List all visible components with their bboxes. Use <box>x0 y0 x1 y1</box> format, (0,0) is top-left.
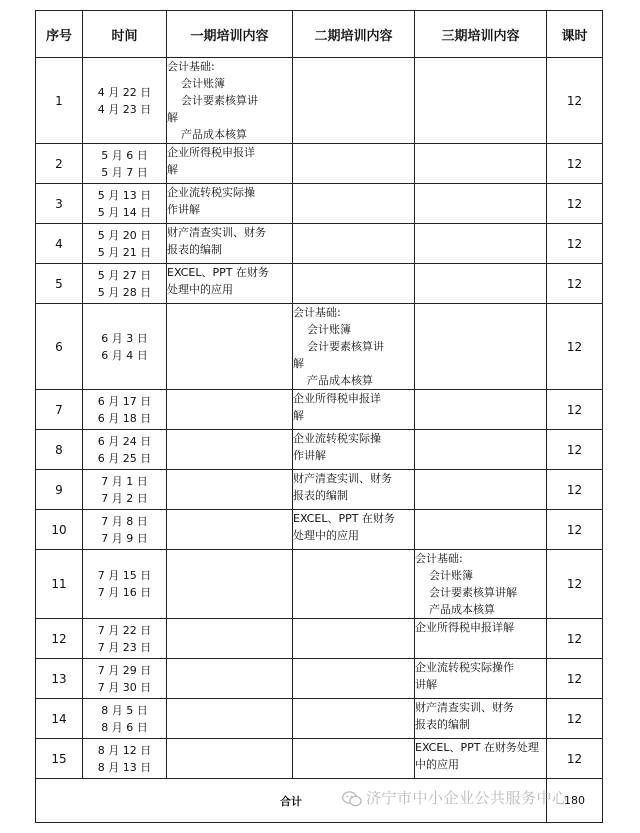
header-hours: 课时 <box>547 11 603 58</box>
phase1-content-cell <box>167 224 293 264</box>
date-line: 6 月 24 日 <box>97 434 152 448</box>
row-index: 14 <box>36 699 83 739</box>
table-row <box>36 430 603 470</box>
content-line: 财产清查实训、财务 <box>293 472 392 485</box>
phase2-content-cell <box>293 699 415 739</box>
content-line: 会计基础: <box>167 60 215 73</box>
content-line: 财产清查实训、财务 <box>167 226 266 239</box>
date-line: 8 月 5 日 <box>101 703 148 717</box>
row-dates <box>83 550 167 619</box>
phase1-content-cell <box>167 739 293 779</box>
row-hours: 12 <box>547 699 603 739</box>
row-dates <box>83 58 167 144</box>
row-index: 9 <box>36 470 83 510</box>
table-row <box>36 699 603 739</box>
date-line: 7 月 22 日 <box>97 623 152 637</box>
phase3-content-cell <box>415 264 547 304</box>
content-line: 会计账簿 <box>307 323 351 336</box>
content-line: EXCEL、PPT 在财务处理 <box>415 741 539 754</box>
phase3-content-cell <box>415 390 547 430</box>
training-schedule-table <box>35 10 603 823</box>
date-line: 7 月 23 日 <box>97 640 152 654</box>
row-hours: 12 <box>547 390 603 430</box>
wechat-icon <box>342 791 362 807</box>
row-dates <box>83 470 167 510</box>
date-line: 6 月 18 日 <box>97 411 152 425</box>
row-hours: 12 <box>547 184 603 224</box>
row-index: 2 <box>36 144 83 184</box>
table-row <box>36 739 603 779</box>
row-hours: 12 <box>547 304 603 390</box>
content-line: 企业流转税实际操 <box>167 186 255 199</box>
content-line: 中的应用 <box>415 758 459 771</box>
row-dates <box>83 184 167 224</box>
row-index: 4 <box>36 224 83 264</box>
row-hours: 12 <box>547 430 603 470</box>
phase1-content-cell <box>167 510 293 550</box>
phase3-content-cell <box>415 430 547 470</box>
row-hours: 12 <box>547 550 603 619</box>
row-dates <box>83 659 167 699</box>
row-hours: 12 <box>547 144 603 184</box>
content-line: 报表的编制 <box>167 243 222 256</box>
row-index: 1 <box>36 58 83 144</box>
phase1-content-cell <box>167 264 293 304</box>
content-line: 企业流转税实际操 <box>293 432 381 445</box>
date-line: 7 月 16 日 <box>97 586 152 599</box>
phase1-content-cell <box>167 390 293 430</box>
date-line: 7 月 30 日 <box>97 680 152 694</box>
content-line: EXCEL、PPT 在财务 <box>167 266 269 279</box>
content-line: 报表的编制 <box>293 489 348 502</box>
date-line: 8 月 6 日 <box>101 720 148 734</box>
content-line: 企业流转税实际操作 <box>415 661 514 674</box>
phase3-content-cell <box>415 659 547 699</box>
total-hours: 180 <box>547 779 603 823</box>
table-row <box>36 659 603 699</box>
row-dates <box>83 264 167 304</box>
phase2-content-cell <box>293 739 415 779</box>
content-line: 会计基础: <box>293 306 341 319</box>
row-hours: 12 <box>547 619 603 659</box>
date-line: 5 月 28 日 <box>97 285 152 299</box>
date-line: 5 月 13 日 <box>97 188 152 202</box>
header-row <box>36 11 603 58</box>
content-line: 会计要素核算讲 <box>307 340 384 353</box>
header-phase3: 三期培训内容 <box>415 11 547 58</box>
date-line: 7 月 8 日 <box>101 514 148 528</box>
phase1-content-cell <box>167 550 293 619</box>
row-index: 7 <box>36 390 83 430</box>
phase3-content-cell <box>415 144 547 184</box>
date-line: 4 月 23 日 <box>97 102 152 116</box>
header-index: 序号 <box>36 11 83 58</box>
content-line: 产品成本核算 <box>429 603 495 616</box>
phase3-content-cell <box>415 550 547 619</box>
row-dates <box>83 304 167 390</box>
date-line: 5 月 21 日 <box>97 245 152 259</box>
phase3-content-cell <box>415 184 547 224</box>
phase3-content-cell <box>415 470 547 510</box>
row-index: 6 <box>36 304 83 390</box>
content-line: 企业所得税申报详 <box>167 146 255 159</box>
phase2-content-cell <box>293 550 415 619</box>
phase3-content-cell <box>415 510 547 550</box>
phase2-content-cell <box>293 470 415 510</box>
header-phase1: 一期培训内容 <box>167 11 293 58</box>
table-row <box>36 224 603 264</box>
table-row <box>36 304 603 390</box>
date-line: 7 月 29 日 <box>97 663 152 677</box>
row-index: 11 <box>36 550 83 619</box>
content-line: 企业所得税申报详解 <box>415 621 514 634</box>
date-line: 7 月 15 日 <box>97 569 152 582</box>
phase1-content-cell <box>167 699 293 739</box>
date-line: 7 月 1 日 <box>101 474 148 488</box>
phase1-content-cell <box>167 619 293 659</box>
phase2-content-cell <box>293 510 415 550</box>
content-line: 解 <box>167 111 178 124</box>
content-line: 作讲解 <box>167 203 200 216</box>
content-line: 处理中的应用 <box>293 529 359 542</box>
date-line: 7 月 9 日 <box>101 531 148 545</box>
phase2-content-cell <box>293 58 415 144</box>
phase1-content-cell <box>167 470 293 510</box>
content-line: 产品成本核算 <box>181 128 247 141</box>
row-dates <box>83 699 167 739</box>
phase2-content-cell <box>293 430 415 470</box>
row-hours: 12 <box>547 659 603 699</box>
table-row <box>36 619 603 659</box>
content-line: 解 <box>167 163 178 176</box>
phase3-content-cell <box>415 699 547 739</box>
content-line: 会计基础: <box>415 552 463 565</box>
row-hours: 12 <box>547 264 603 304</box>
row-hours: 12 <box>547 224 603 264</box>
row-index: 5 <box>36 264 83 304</box>
date-line: 5 月 20 日 <box>97 228 152 242</box>
row-dates <box>83 619 167 659</box>
watermark <box>342 787 568 808</box>
content-line: 报表的编制 <box>415 718 470 731</box>
row-index: 15 <box>36 739 83 779</box>
content-line: 会计账簿 <box>181 77 225 90</box>
date-line: 5 月 6 日 <box>101 148 148 162</box>
phase3-content-cell <box>415 58 547 144</box>
phase2-content-cell <box>293 659 415 699</box>
table-row <box>36 184 603 224</box>
table-row <box>36 144 603 184</box>
row-hours: 12 <box>547 510 603 550</box>
table-body <box>36 58 603 779</box>
row-dates <box>83 390 167 430</box>
phase2-content-cell <box>293 224 415 264</box>
row-index: 10 <box>36 510 83 550</box>
row-index: 8 <box>36 430 83 470</box>
date-line: 4 月 22 日 <box>97 85 152 99</box>
phase3-content-cell <box>415 619 547 659</box>
table-row <box>36 550 603 619</box>
phase1-content-cell <box>167 184 293 224</box>
row-hours: 12 <box>547 470 603 510</box>
table-row <box>36 470 603 510</box>
content-line: 处理中的应用 <box>167 283 233 296</box>
row-hours: 12 <box>547 739 603 779</box>
content-line: 财产清查实训、财务 <box>415 701 514 714</box>
date-line: 5 月 7 日 <box>101 165 148 179</box>
content-line: 解 <box>293 409 304 422</box>
content-line: 作讲解 <box>293 449 326 462</box>
content-line: 会计账簿 <box>429 569 473 582</box>
phase3-content-cell <box>415 304 547 390</box>
row-dates <box>83 430 167 470</box>
content-line: 会计要素核算讲 <box>181 94 258 107</box>
date-line: 7 月 2 日 <box>101 491 148 505</box>
content-line: 产品成本核算 <box>307 374 373 387</box>
phase1-content-cell <box>167 304 293 390</box>
date-line: 6 月 17 日 <box>97 394 152 408</box>
row-dates <box>83 224 167 264</box>
phase1-content-cell <box>167 58 293 144</box>
date-line: 5 月 27 日 <box>97 268 152 282</box>
row-index: 3 <box>36 184 83 224</box>
header-phase2: 二期培训内容 <box>293 11 415 58</box>
row-dates <box>83 144 167 184</box>
date-line: 6 月 25 日 <box>97 451 152 465</box>
phase2-content-cell <box>293 144 415 184</box>
date-line: 8 月 13 日 <box>97 760 152 774</box>
phase1-content-cell <box>167 430 293 470</box>
row-index: 12 <box>36 619 83 659</box>
table-row <box>36 264 603 304</box>
phase1-content-cell <box>167 659 293 699</box>
content-line: 企业所得税申报详 <box>293 392 381 405</box>
phase2-content-cell <box>293 304 415 390</box>
table-row <box>36 58 603 144</box>
table-row <box>36 510 603 550</box>
header-time: 时间 <box>83 11 167 58</box>
row-index: 13 <box>36 659 83 699</box>
phase3-content-cell <box>415 224 547 264</box>
phase2-content-cell <box>293 264 415 304</box>
phase3-content-cell <box>415 739 547 779</box>
content-line: 会计要素核算讲解 <box>429 586 517 599</box>
date-line: 5 月 14 日 <box>97 205 152 219</box>
date-line: 6 月 4 日 <box>101 348 148 362</box>
phase2-content-cell <box>293 619 415 659</box>
phase1-content-cell <box>167 144 293 184</box>
date-line: 8 月 12 日 <box>97 743 152 757</box>
row-hours: 12 <box>547 58 603 144</box>
date-line: 6 月 3 日 <box>101 331 148 345</box>
content-line: 讲解 <box>415 678 437 691</box>
content-line: EXCEL、PPT 在财务 <box>293 512 395 525</box>
row-dates <box>83 510 167 550</box>
phase2-content-cell <box>293 390 415 430</box>
total-label: 合计 <box>36 779 547 823</box>
phase2-content-cell <box>293 184 415 224</box>
table-row <box>36 390 603 430</box>
content-line: 解 <box>293 357 304 370</box>
watermark-text: 济宁市中小企业公共服务中心 <box>366 789 568 807</box>
row-dates <box>83 739 167 779</box>
